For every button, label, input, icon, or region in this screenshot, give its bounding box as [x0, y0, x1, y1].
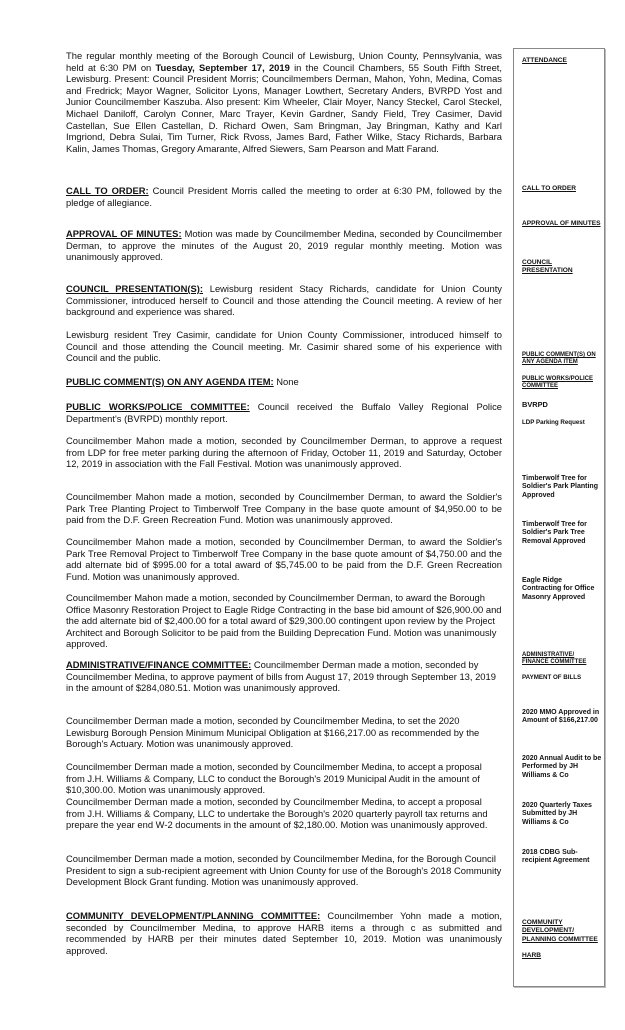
public-comment-paragraph [66, 376, 502, 388]
approval-of-minutes-heading: APPROVAL OF MINUTES: [66, 228, 182, 239]
attendance-list: in the Council Chambers, 55 South Fifth Street, Lewisburg. Present: Council President Morris; Councilmembers Derman, Mahon, Yohn, Medina, Comas and Fredrick; Mayor Wagner, Solicitor Lyons, Manager Lowthert, Secretary Anders, BVRPD Yost and Junior Councilmember Kaszuba. Also present: Kim Wheeler, Clair Moyer, Nancy Steckel, Carol Steckel, Michael Daniloff, Carolyn Conner, Marc Trayer, Kevin Gardner, Sandy Field, Trey Casimer, David Castellan, Sue Ellen Castellan, D. Richard Owen, Sam Bringman, Jay Bringman, Kathy and Karl Imgriond, Debra Sulai, Tim Turner, Rick Rvoss, James Bard, Father Wilke, Stacy Richards, Barbara Kalin, James Thomas, Gregory Amarante, Alfred Siewers, Sam Pearson and Matt Farand. [66, 61, 502, 154]
masonry-motion: Councilmember Mahon made a motion, seconded by Councilmember Derman, to award the Borough Office Masonry Restoration Project to Eagle Ridge Contracting in the base bid amount of $26,900.00 and the add alternate bid of $2,400.00 for a total award of $29,300.00 contingent upon review by the Project Architect and Borough Solicitor to be paid from the Building Deprecation Fund. Motion was unanimously approved. [66, 592, 502, 650]
call-to-order-heading: CALL TO ORDER: [66, 185, 149, 196]
ldp-parking-motion: Councilmember Mahon made a motion, seconded by Councilmember Derman, to approve a request from LDP for free meter parking during the afternoon of Friday, October 11, 2019 and Saturday, October 12, 2019 in association with the Fall Festival. Motion was unanimously approved. [66, 435, 502, 470]
admin-finance-heading: ADMINISTRATIVE/FINANCE COMMITTEE: [66, 659, 252, 670]
note-eagle-ridge: Eagle Ridge Contracting for Office Masonry Approved [522, 577, 595, 601]
community-dev-heading: COMMUNITY DEVELOPMENT/PLANNING COMMITTEE: [66, 910, 321, 921]
council-presentation-text: Lewisburg resident Stacy Richards, candidate for Union County Commissioner, introduced herself to Council and those attending the Council meeting. A review of her background and experience was shared. [66, 283, 502, 318]
note-public-comment: PUBLIC COMMENT(S) ON ANY AGENDA ITEM [522, 352, 596, 366]
public-comment-heading: PUBLIC COMMENT(S) ON ANY AGENDA ITEM: [66, 376, 274, 387]
cdbg-motion: Councilmember Derman made a motion, seconded by Councilmember Medina, for the Borough Council President to sign a sub-recipient agreement with Union County for use of the Borough's 2018 Community Development Block Grant funding. Motion was unanimously approved. [66, 853, 502, 888]
attendance-paragraph [66, 50, 502, 154]
note-public-works: PUBLIC WORKS/POLICE COMMITTEE [522, 376, 594, 390]
note-bvrpd: BVRPD [522, 400, 548, 409]
note-approval-of-minutes: APPROVAL OF MINUTES [522, 220, 601, 227]
community-dev-text: Councilmember Yohn made a motion, seconded by Councilmember Medina, to approve HARB items a through c as submitted and recommended by HARB per their minutes dated September 10, 2019. Motion was unanimously approved. [66, 910, 502, 956]
council-presentation-paragraph-2: Lewisburg resident Trey Casimir, candidate for Union County Commissioner, introduced himself to Council and those attending the Council meeting. Mr. Casimir shared some of his experience with Council and the public. [66, 329, 502, 364]
call-to-order-text: Council President Morris called the meeting to order at 6:30 PM, followed by the pledge of allegiance. [66, 185, 502, 208]
note-community-dev: COMMUNITY DEVELOPMENT/ PLANNING COMMITTEE [522, 919, 598, 943]
note-cdbg: 2018 CDBG Sub-recipient Agreement [522, 849, 590, 865]
attendance-text: The regular monthly meeting of the Borough Council of Lewisburg, Union County, Pennsylvania, was held at 6:30 PM on [66, 50, 502, 73]
note-ldp-parking: LDP Parking Request [522, 419, 585, 426]
admin-finance-text: Councilmember Derman made a motion, seconded by Councilmember Medina, to approve payment of bills from August 17, 2019 through September 13, 2019 in the amount of $284,080.51. Motion was unanimously approved. [66, 659, 496, 694]
note-payment-of-bills: PAYMENT OF BILLS [522, 674, 582, 681]
public-works-heading: PUBLIC WORKS/POLICE COMMITTEE: [66, 401, 250, 412]
approval-of-minutes-text: Motion was made by Councilmember Medina, seconded by Councilmember Derman, to approve the minutes of the August 20, 2019 regular monthly meeting. Motion was unanimously approved. [66, 228, 502, 263]
payroll-motion: Councilmember Derman made a motion, seconded by Councilmember Medina, to accept a proposal from J.H. Williams & Company, LLC to undertake the Borough's 2020 quarterly payroll tax returns and prepare the year end W-2 documents in the amount of $2,180.00. Motion was unanimously approved. [66, 796, 488, 831]
note-mmo: 2020 MMO Approved in Amount of $166,217.00 [522, 709, 600, 725]
note-attendance: ATTENDANCE [522, 57, 567, 64]
admin-finance-paragraph [66, 659, 502, 694]
note-admin-finance: ADMINISTRATIVE/ FINANCE COMMITTEE [522, 652, 587, 666]
meeting-date: Tuesday, September 17, 2019 [155, 61, 290, 73]
approval-of-minutes-paragraph [66, 228, 502, 263]
note-tree-removal: Timberwolf Tree for Soldier's Park Tree Removal Approved [522, 521, 587, 545]
note-council-presentation: COUNCIL PRESENTATION [522, 259, 573, 275]
note-audit: 2020 Annual Audit to be Performed by JH Williams & Co [522, 755, 602, 779]
mmo-motion: Councilmember Derman made a motion, seconded by Councilmember Medina, to set the 2020 Lewisburg Borough Pension Minimum Municipal Obligation at $166,217.00 as recommended by the Borough's Actuary. Motion was unanimously approved. [66, 715, 480, 750]
call-to-order-paragraph [66, 185, 502, 208]
council-presentation-heading: COUNCIL PRESENTATION(S): [66, 283, 203, 294]
council-presentation-paragraph [66, 283, 502, 318]
note-tree-planting: Timberwolf Tree for Soldier's Park Planting Approved [522, 475, 598, 499]
public-works-text: Council received the Buffalo Valley Regional Police Department's (BVRPD) monthly report. [66, 401, 502, 424]
note-harb: HARB [522, 952, 542, 959]
audit-motion: Councilmember Derman made a motion, seconded by Councilmember Medina, to accept a proposal from J.H. Williams & Company, LLC to conduct the Borough's 2019 Municipal Audit in the amount of $10,300.00. Motion was unanimously approved. [66, 761, 482, 796]
note-quarterly-taxes: 2020 Quarterly Taxes Submitted by JH Williams & Co [522, 802, 592, 826]
tree-planting-motion: Councilmember Mahon made a motion, seconded by Councilmember Derman, to award the Soldier's Park Tree Planting Project to Timberwolf Tree Company in the base quote amount of $4,950.00 to be paid from the D.F. Green Recreation Fund. Motion was unanimously approved. [66, 491, 502, 526]
public-comment-text: None [273, 376, 299, 387]
community-dev-paragraph [66, 910, 502, 956]
public-works-paragraph [66, 401, 502, 424]
note-call-to-order: CALL TO ORDER [522, 185, 576, 192]
margin-notes-box [513, 48, 605, 987]
tree-removal-motion: Councilmember Mahon made a motion, seconded by Councilmember Derman, to award the Soldier's Park Tree Removal Project to Timberwolf Tree Company in the base quote amount of $4,750.00 and the add alternate bid of $995.00 for a total award of $5,745.00 to be paid from the D.F. Green Recreation Fund. Motion was unanimously approved. [66, 536, 502, 582]
